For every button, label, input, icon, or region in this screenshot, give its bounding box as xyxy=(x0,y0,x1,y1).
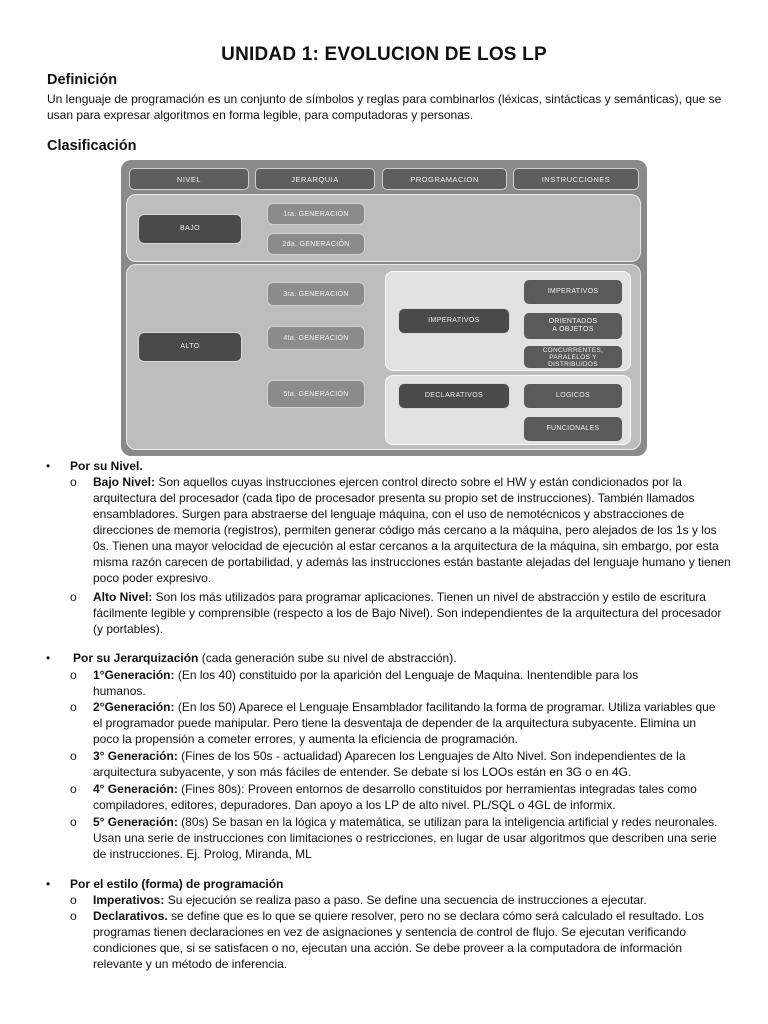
box-inst-logicos: LOGICOS xyxy=(523,383,623,409)
box-gen4: 4ta. GENERACIÓN xyxy=(267,326,365,350)
box-gen1: 1ra. GENERACIÓN xyxy=(267,203,365,225)
clasificacion-heading: Clasificación xyxy=(47,138,137,154)
header-jerarquia: JERARQUIA xyxy=(255,168,375,190)
bullet-o: o xyxy=(70,700,77,714)
box-gen2: 2da. GENERACIÓN xyxy=(267,233,365,255)
jerarquia-label: Por su Jerarquización xyxy=(73,651,199,665)
gen3-text: (Fines de los 50s - actualidad) Aparecen los Lenguajes de Alto Nivel. Son independientes de la arquitectura subyacente, y son más fáciles de entender. Se debate si los LOOs están en 3G o en 4G. xyxy=(93,749,686,779)
bullet-dot: • xyxy=(46,877,51,891)
subpanel-declarativos xyxy=(385,375,631,445)
box-inst-concurrentes xyxy=(523,345,623,369)
bullet-o: o xyxy=(70,475,77,489)
bajo-label: Bajo Nivel: xyxy=(93,475,156,489)
bajo-text: Son aquellos cuyas instrucciones ejercen control directo sobre el HW y están condicionados por la arquitectura del procesador (cada tipo de procesador presenta su propio set de instrucciones). También llamados ensambladores. Surgen para abstraerse del lenguaje máquina, con el uso de nemotécnicos y abstracciones de direcciones de memoria (registros), permiten generar código más cercano a la máquina, pero alejados de los 1s y los 0s. Tienen una mayor velocidad de ejecución al estar cercanos a la arquitectura de la máquina, sin embargo, por esta misma razón carecen de portabilidad, y además las instrucciones están bastante alejadas del lenguaje humano y tienen poco poder expresivo. xyxy=(93,475,731,585)
subpanel-imperativos xyxy=(385,271,631,371)
bullet-o: o xyxy=(70,668,77,682)
gen2-label: 2°Generación: xyxy=(93,700,175,714)
bullet-dot: • xyxy=(46,459,51,473)
box-inst-funcionales: FUNCIONALES xyxy=(523,416,623,442)
box-inst-objetos xyxy=(523,312,623,340)
page-title: UNIDAD 1: EVOLUCION DE LOS LP xyxy=(221,44,547,65)
declarativos-text: se define que es lo que se quiere resolver, pero no se declara cómo será calculado el resultado. Los programas tienen declaraciones en vez de asignaciones y sentencia de control de flujo. Se ejecutan verificando condiciones que, si se satisfacen o no, ejecutan una acción. Se debe proveer a la computadora de información relevante y un método de inferencia. xyxy=(93,909,705,971)
gen5-label: 5° Generación: xyxy=(93,815,178,829)
imperativos-text: Su ejecución se realiza paso a paso. Se define una secuencia de instrucciones a ejecutar. xyxy=(164,893,647,907)
bullet-o: o xyxy=(70,749,77,763)
bullet-o: o xyxy=(70,909,77,923)
gen3-label: 3° Generación: xyxy=(93,749,178,763)
header-nivel: NIVEL xyxy=(129,168,249,190)
inst-objetos-line1: ORIENTADOS xyxy=(548,318,598,325)
estilo-label: Por el estilo (forma) de programación xyxy=(70,877,284,891)
definicion-text: Un lenguaje de programación es un conjunto de símbolos y reglas para combinarlos (léxicas, sintácticas y semánticas), que se usan para expresar algoritmos en forma legible, para computadoras y personas. xyxy=(47,92,722,122)
gen4-label: 4° Generación: xyxy=(93,782,178,796)
gen2-text: (En los 50) Aparece el Lenguaje Ensamblador facilitando la forma de programar. Utiliza variables que el programador puede manipular. Pero tiene la desventaja de depender de la arquitectura subyacente. Elimina un poco la propensión a cometer errores, y aumenta la eficiencia de programación. xyxy=(93,700,716,746)
box-gen3: 3ra. GENERACIÓN xyxy=(267,282,365,306)
box-imperativos: IMPERATIVOS xyxy=(398,308,510,334)
alto-text: Son los más utilizados para programar aplicaciones. Tienen un nivel de abstracción y estilo de escritura fácilmente legible y comprensible (respecto a los de Bajo Nivel). Son independientes de la arquitectura del procesador (y portables). xyxy=(93,590,722,636)
gen1-label: 1°Generación: xyxy=(93,668,175,682)
bullet-o: o xyxy=(70,815,77,829)
inst-objetos-line2: A OBJETOS xyxy=(552,326,594,333)
definicion-heading: Definición xyxy=(47,72,118,88)
box-declarativos: DECLARATIVOS xyxy=(398,383,510,409)
jerarquia-suffix: (cada generación sube su nivel de abstracción). xyxy=(198,651,457,665)
box-alto: ALTO xyxy=(138,332,242,362)
alto-label: Alto Nivel: xyxy=(93,590,153,604)
bullet-o: o xyxy=(70,590,77,604)
header-programacion: PROGRAMACION xyxy=(382,168,507,190)
clasificacion-diagram xyxy=(121,160,647,456)
inst-concurrentes-line3: DISTRIBUIDOS xyxy=(548,360,598,368)
box-bajo: BAJO xyxy=(138,214,242,244)
header-instrucciones: INSTRUCCIONES xyxy=(513,168,639,190)
gen5-text: (80s) Se basan en la lógica y matemática, se utilizan para la inteligencia artificial y redes neuronales. Usan una serie de instrucciones con limitaciones o restricciones, en lugar de usar algoritmos que describen una serie de instrucciones. Ej. Prolog, Miranda, ML xyxy=(93,815,718,861)
bullet-dot: • xyxy=(46,651,51,665)
gen1-text: (En los 40) constituido por la aparición del Lenguaje de Maquina. Inentendible para los humanos. xyxy=(93,668,639,698)
gen4-text: (Fines 80s): Proveen entornos de desarrollo constituidos por herramientas integradas tales como compiladores, editores, depuradores. Dan apoyo a los LP de alto nivel. PL/SQL o 4GL de informix. xyxy=(93,782,697,812)
nivel-label: Por su Nivel. xyxy=(70,459,143,473)
bullet-o: o xyxy=(70,782,77,796)
inst-concurrentes-line1: CONCURRENTES, xyxy=(542,346,604,354)
bullet-o: o xyxy=(70,893,77,907)
panel-bajo xyxy=(126,194,641,262)
box-gen5: 5ta. GENERACIÓN xyxy=(267,380,365,408)
inst-concurrentes-line2: PARALELOS Y xyxy=(549,353,597,361)
panel-alto xyxy=(126,264,641,450)
declarativos-label: Declarativos. xyxy=(93,909,168,923)
box-inst-imperativos: IMPERATIVOS xyxy=(523,279,623,305)
imperativos-label: Imperativos: xyxy=(93,893,165,907)
